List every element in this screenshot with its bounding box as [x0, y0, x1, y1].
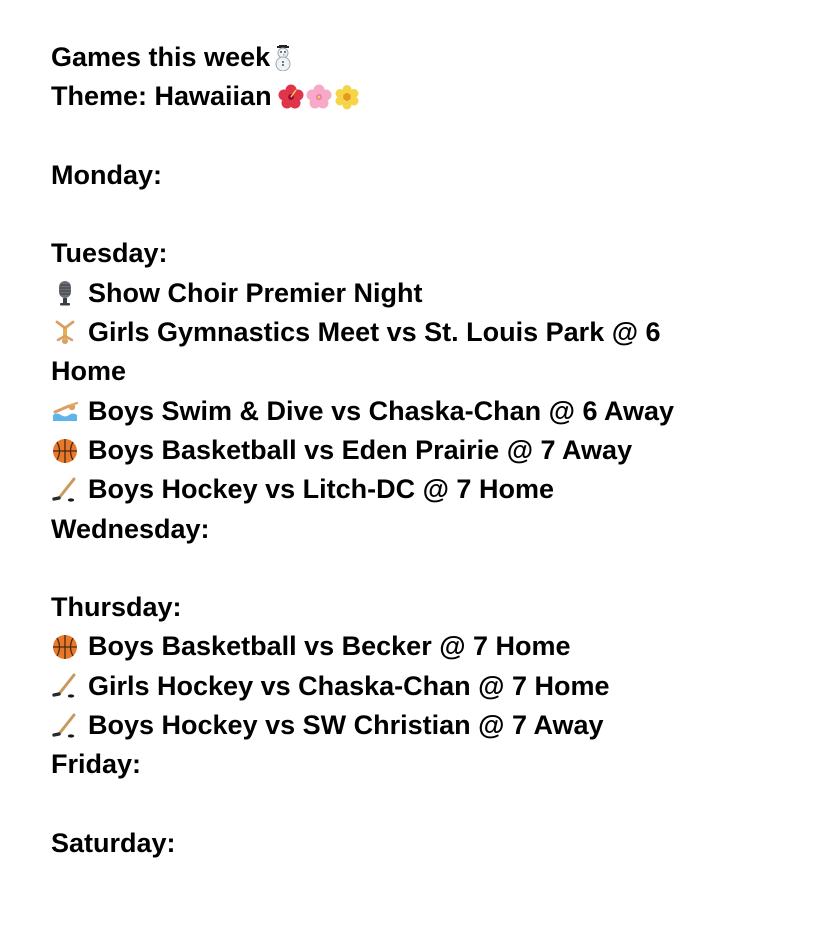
hibiscus-icon	[278, 84, 304, 110]
snowman-icon	[270, 45, 296, 71]
event-text: Girls Gymnastics Meet vs St. Louis Park @ 6	[88, 317, 661, 348]
day-heading-wednesday: Wednesday:	[51, 513, 210, 544]
swimmer-icon	[51, 397, 79, 425]
page-title: Games this week	[51, 42, 271, 72]
day-heading-monday: Monday:	[51, 159, 162, 190]
theme-line	[51, 77, 791, 116]
spacer	[51, 117, 791, 156]
day-heading-tuesday: Tuesday:	[51, 238, 168, 269]
list-item	[51, 627, 791, 666]
spacer	[51, 195, 791, 234]
list-item	[51, 431, 791, 470]
list-item	[51, 667, 791, 706]
schedule-document	[51, 38, 791, 863]
cherry-blossom-icon	[306, 84, 332, 110]
hockey-stick-icon	[51, 476, 79, 504]
gymnast-icon	[51, 319, 79, 347]
event-text: Show Choir Premier Night	[88, 277, 423, 308]
event-text: Boys Hockey vs Litch-DC @ 7 Home	[88, 474, 554, 505]
basketball-icon	[51, 437, 79, 465]
event-text: Boys Basketball vs Eden Prairie @ 7 Away	[88, 434, 633, 465]
basketball-icon	[51, 633, 79, 661]
list-item	[51, 274, 791, 313]
event-text: Girls Hockey vs Chaska-Chan @ 7 Home	[88, 670, 610, 701]
event-text: Boys Hockey vs SW Christian @ 7 Away	[88, 710, 604, 741]
microphone-icon	[51, 279, 79, 307]
list-item	[51, 470, 791, 509]
spacer	[51, 785, 791, 824]
list-item-continuation: Home	[51, 356, 127, 387]
event-text: Boys Swim & Dive vs Chaska-Chan @ 6 Away	[88, 395, 675, 426]
event-text: Boys Basketball vs Becker @ 7 Home	[88, 631, 571, 662]
spacer	[51, 549, 791, 588]
blossom-icon	[334, 84, 360, 110]
list-item	[51, 706, 791, 745]
day-heading-saturday: Saturday:	[51, 827, 176, 858]
list-item	[51, 313, 791, 352]
title-line	[51, 38, 791, 77]
day-heading-thursday: Thursday:	[51, 592, 182, 623]
theme-label: Theme: Hawaiian	[51, 81, 272, 112]
day-heading-friday: Friday:	[51, 749, 142, 780]
hockey-stick-icon	[51, 712, 79, 740]
list-item	[51, 392, 791, 431]
hockey-stick-icon	[51, 672, 79, 700]
